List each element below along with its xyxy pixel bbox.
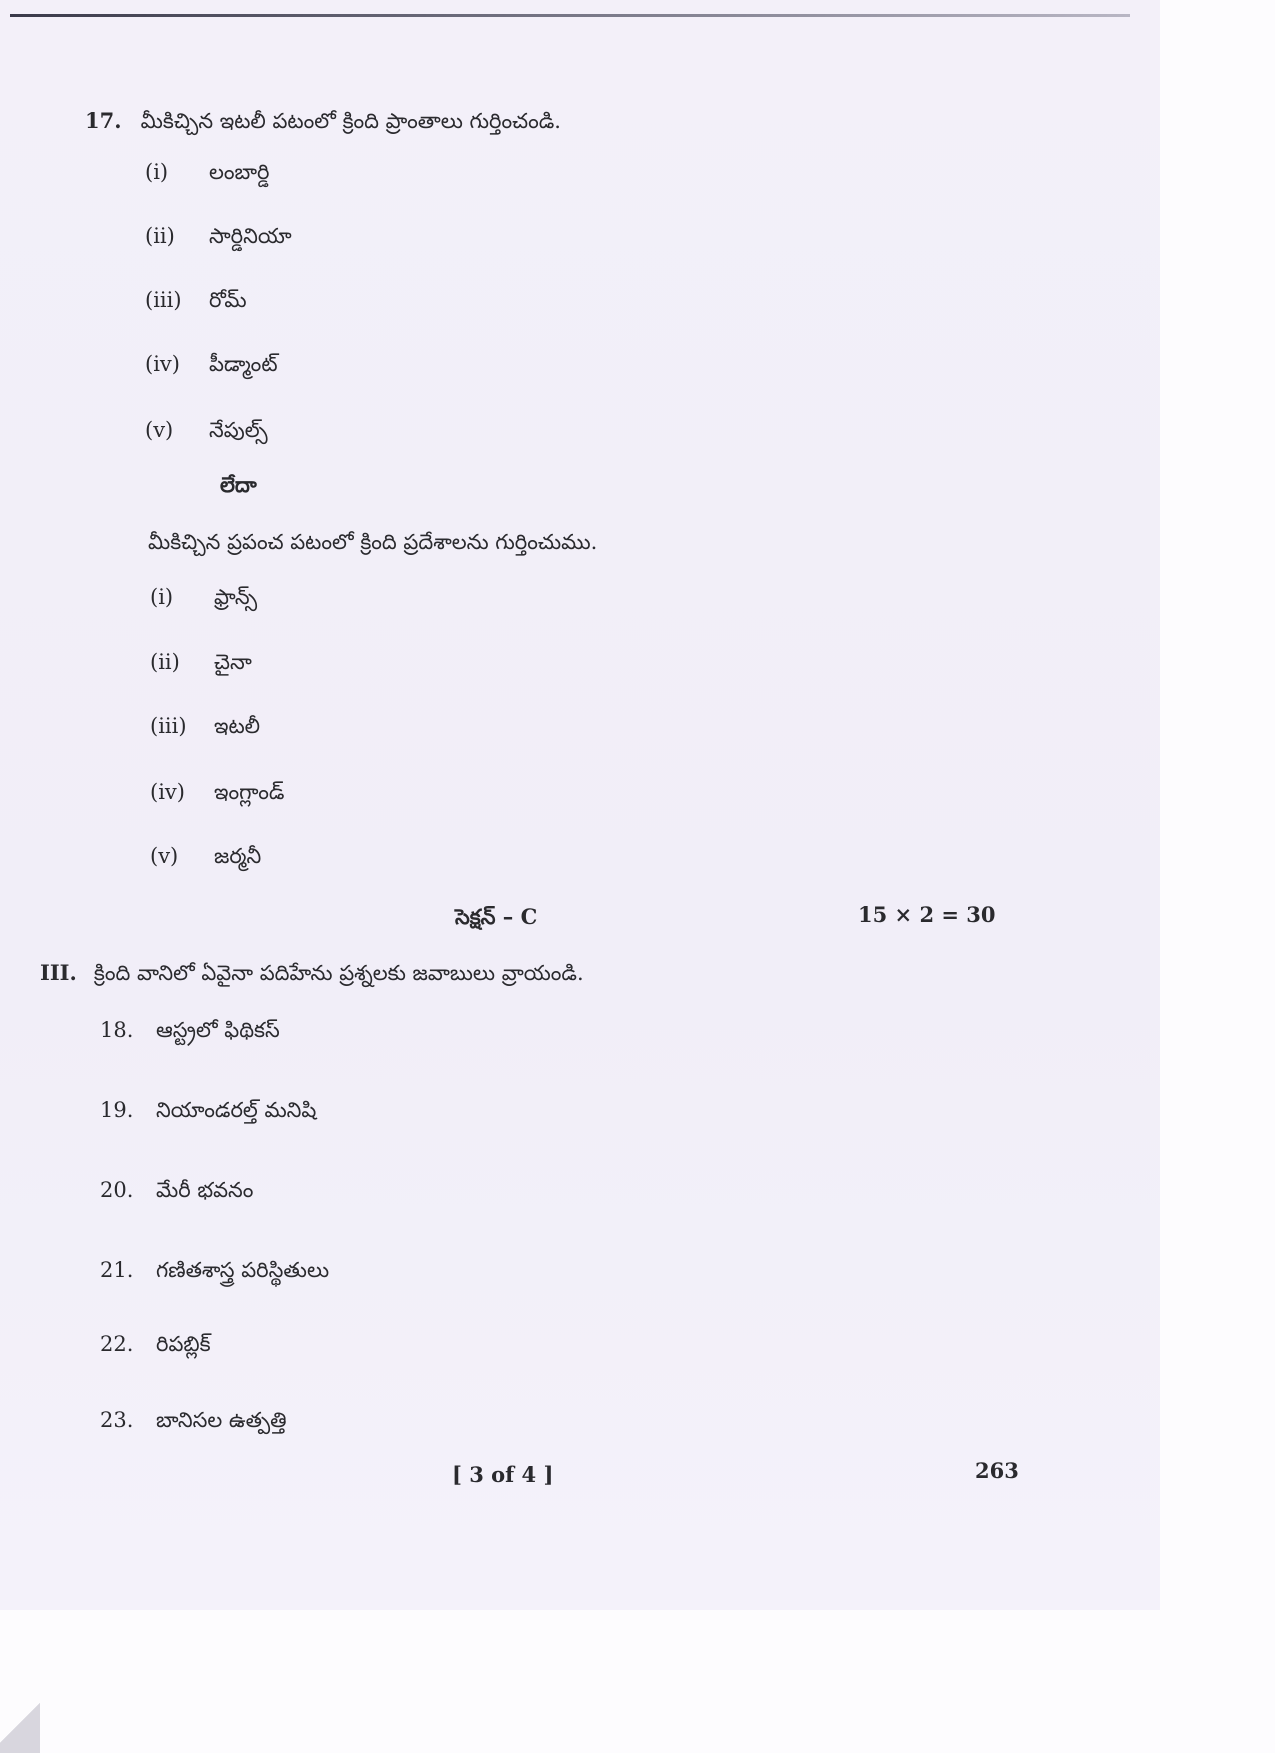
option-text: నేపుల్స్ — [209, 418, 268, 442]
scan-edge-line — [10, 14, 1130, 17]
short-question — [100, 1098, 316, 1128]
option-item — [145, 160, 270, 190]
paper-code: 263 — [975, 1458, 1019, 1483]
part-3-instruction — [40, 960, 584, 991]
option-item — [150, 844, 261, 874]
option-text: జర్మనీ — [214, 844, 262, 868]
short-question — [100, 1178, 253, 1208]
option-label: (iv) — [145, 352, 180, 376]
option-item — [150, 585, 257, 615]
short-question — [100, 1258, 329, 1288]
option-item — [150, 714, 260, 744]
option-label: (i) — [145, 160, 169, 184]
option-item — [145, 418, 268, 448]
question-17 — [85, 108, 561, 139]
page-corner — [0, 1693, 40, 1753]
option-label: (v) — [145, 418, 174, 442]
option-item — [150, 780, 284, 810]
section-marks: 15 × 2 = 30 — [858, 902, 996, 927]
question-text: గణితశాస్త్ర పరిస్థితులు — [156, 1258, 330, 1282]
option-item — [145, 288, 247, 318]
question-number: 22. — [100, 1332, 134, 1356]
part-number: III. — [40, 960, 77, 985]
or-text: లేదా — [220, 472, 257, 497]
option-item — [150, 650, 252, 680]
page-number: [ 3 of 4 ] — [452, 1462, 554, 1487]
option-label: (iii) — [145, 288, 182, 312]
question-number: 17. — [85, 108, 122, 133]
option-label: (iv) — [150, 780, 185, 804]
option-text: రోమ్ — [209, 288, 247, 312]
option-item — [145, 224, 292, 254]
question-number: 20. — [100, 1178, 134, 1202]
question-text: మేరీ భవనం — [156, 1178, 254, 1202]
option-text: లంబార్డి — [209, 160, 270, 184]
option-text: పీడ్మాంట్ — [209, 352, 278, 376]
short-question — [100, 1408, 287, 1438]
question-number: 23. — [100, 1408, 134, 1432]
question-number: 19. — [100, 1098, 134, 1122]
question-text: నియాండరల్త్ మనిషి — [156, 1098, 317, 1122]
option-label: (v) — [150, 844, 179, 868]
short-question — [100, 1332, 211, 1362]
question-number: 21. — [100, 1258, 134, 1282]
option-text: సార్డినియా — [209, 224, 292, 248]
option-text: ఇంగ్లాండ్ — [214, 780, 285, 804]
question-text: బానిసల ఉత్పత్తి — [156, 1408, 287, 1432]
question-prompt: మీకిచ్చిన ఇటలీ పటంలో క్రింది ప్రాంతాలు గుర్తించండి. — [140, 109, 561, 133]
alternate-prompt: మీకిచ్చిన ప్రపంచ పటంలో క్రింది ప్రదేశాలను గుర్తించుము. — [148, 530, 598, 554]
option-text: ఇటలీ — [214, 714, 261, 738]
section-title: సెక్షన్ – C — [455, 904, 538, 929]
option-text: ఫ్రాన్స్ — [214, 585, 258, 609]
short-question — [100, 1018, 280, 1048]
question-text: రిపబ్లిక్ — [156, 1332, 211, 1356]
question-text: ఆస్ట్రలో ఫిథికస్ — [156, 1018, 280, 1042]
option-text: చైనా — [214, 650, 252, 674]
part-instruction-text: క్రింది వానిలో ఏవైనా పదిహేను ప్రశ్నలకు జవాబులు వ్రాయండి. — [93, 961, 584, 985]
option-label: (i) — [150, 585, 174, 609]
question-number: 18. — [100, 1018, 134, 1042]
option-item — [145, 352, 278, 382]
option-label: (ii) — [150, 650, 180, 674]
option-label: (ii) — [145, 224, 175, 248]
option-label: (iii) — [150, 714, 187, 738]
